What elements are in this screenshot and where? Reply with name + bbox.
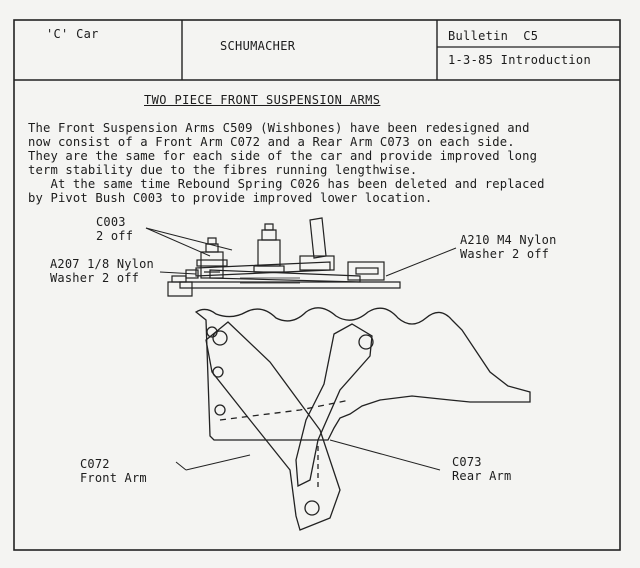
- label-c003: C003: [96, 215, 126, 229]
- header-car: 'C' Car: [46, 27, 99, 41]
- body-line: They are the same for each side of the car and provide improved long: [28, 149, 538, 163]
- page-title: TWO PIECE FRONT SUSPENSION ARMS: [144, 93, 381, 107]
- label-a210: A210 M4 Nylon: [460, 233, 557, 247]
- body-line: by Pivot Bush C003 to provide improved lower location.: [28, 191, 433, 205]
- header-date-section: 1-3-85 Introduction: [448, 53, 591, 67]
- body-line: now consist of a Front Arm C072 and a Rear Arm C073 on each side.: [28, 135, 515, 149]
- label-c073: C073: [452, 455, 482, 469]
- leader-lines: [146, 228, 456, 470]
- label-rear-arm: Rear Arm: [452, 469, 512, 483]
- header-bulletin: Bulletin C5: [448, 29, 539, 43]
- label-a207: A207 1/8 Nylon: [50, 257, 154, 271]
- header-brand: SCHUMACHER: [220, 39, 296, 53]
- label-a210-qty: Washer 2 off: [460, 247, 550, 261]
- body-line: The Front Suspension Arms C509 (Wishbones) have been redesigned and: [28, 121, 530, 135]
- label-c072: C072: [80, 457, 110, 471]
- label-a207-qty: Washer 2 off: [50, 271, 140, 285]
- suspension-assembly-drawing: [168, 218, 400, 296]
- arm-plan-drawing: [196, 308, 530, 530]
- label-front-arm: Front Arm: [80, 471, 147, 485]
- body-line: term stability due to the fibres running lengthwise.: [28, 163, 418, 177]
- body-line: At the same time Rebound Spring C026 has been deleted and replaced: [28, 177, 545, 191]
- label-c003-qty: 2 off: [96, 229, 134, 243]
